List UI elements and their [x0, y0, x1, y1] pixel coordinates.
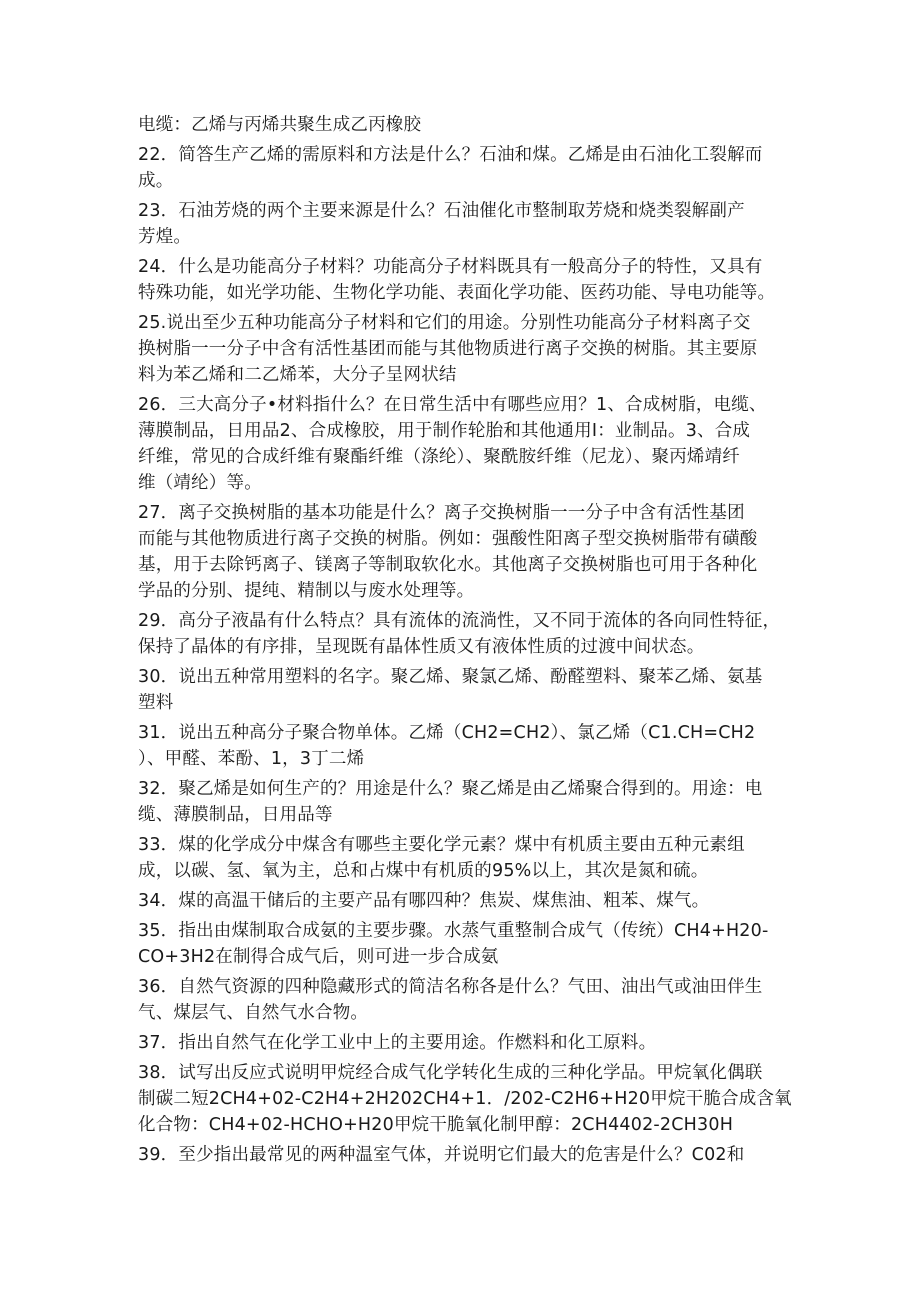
qa-paragraph — [138, 1142, 788, 1168]
qa-paragraph — [138, 776, 788, 828]
text-line: 电缆：乙烯与丙烯共聚生成乙丙橡胶 — [138, 115, 422, 135]
qa-paragraph — [138, 392, 788, 496]
document-body — [138, 112, 792, 1172]
text-line: 维（靖纶）等。 — [138, 473, 262, 493]
text-line: 27．离子交换树脂的基本功能是什么？离子交换树脂一一分子中含有活性基团 — [138, 503, 745, 523]
qa-paragraph — [138, 974, 788, 1026]
qa-paragraph — [138, 608, 788, 660]
text-line: 35．指出由煤制取合成氨的主要步骤。水蒸气重整制合成气（传统）CH4+H20- — [138, 921, 769, 941]
qa-paragraph — [138, 888, 788, 914]
qa-paragraph — [138, 500, 788, 604]
qa-paragraph — [138, 664, 788, 716]
text-line: 制碳二短2CH4+02-C2H4+2H202CH4+1．/202-C2H6+H20甲烷干脆合成含氧 — [138, 1089, 792, 1109]
text-line: 25.说出至少五种功能高分子材料和它们的用途。分别性功能高分子材料离子交 — [138, 313, 751, 333]
text-line: 薄膜制品，日用品2、合成橡胶，用于制作轮胎和其他通用I：业制品。3、合成 — [138, 421, 751, 441]
qa-paragraph — [138, 720, 788, 772]
text-line: 22．简答生产乙烯的需原料和方法是什么？石油和煤。乙烯是由石油化工裂解而 — [138, 145, 763, 165]
text-line: 31．说出五种高分子聚合物单体。乙烯（CH2=CH2）、氯乙烯（C1.CH=CH2 — [138, 723, 756, 743]
text-line: 塑料 — [138, 693, 174, 713]
text-line: 成。 — [138, 171, 174, 191]
text-line: 30．说出五种常用塑料的名字。聚乙烯、聚氯乙烯、酚醛塑料、聚苯乙烯、氨基 — [138, 667, 763, 687]
text-line: 24．什么是功能高分子材料？功能高分子材料既具有一般高分子的特性，又具有 — [138, 257, 763, 277]
text-line: 29．高分子液晶有什么特点？具有流体的流淌性，又不同于流体的各向同性特征， — [138, 611, 781, 631]
qa-paragraph — [138, 1060, 792, 1138]
qa-paragraph — [138, 310, 788, 388]
text-line: 化合物：CH4+02-HCHO+H20甲烷干脆氧化制甲醇：2CH4402-2CH30H — [138, 1115, 734, 1135]
text-line: 33．煤的化学成分中煤含有哪些主要化学元素？煤中有机质主要由五种元素组 — [138, 835, 745, 855]
text-line: 23．石油芳烧的两个主要来源是什么？石油催化市整制取芳烧和烧类裂解副产 — [138, 201, 745, 221]
text-line: 学品的分别、提纯、精制以与废水处理等。 — [138, 581, 475, 601]
text-line: 保持了晶体的有序排，呈现既有晶体性质又有液体性质的过渡中间状态。 — [138, 637, 705, 657]
text-line: 36．自然气资源的四种隐藏形式的简洁名称各是什么？气田、油出气或油田伴生 — [138, 977, 763, 997]
qa-paragraph — [138, 832, 788, 884]
qa-paragraph — [138, 1030, 788, 1056]
text-line: 料为苯乙烯和二乙烯苯，大分子呈网状结 — [138, 365, 457, 385]
text-line: 成，以碳、氢、氧为主，总和占煤中有机质的95%以上，其次是氮和硫。 — [138, 861, 709, 881]
text-line: 而能与其他物质进行离子交换的树脂。例如：强酸性阳离子型交换树脂带有磺酸 — [138, 529, 758, 549]
qa-paragraph — [138, 142, 788, 194]
text-line: 38．试写出反应式说明甲烷经合成气化学转化生成的三种化学品。甲烷氧化偶联 — [138, 1063, 763, 1083]
text-line: 基，用于去除钙离子、镁离子等制取软化水。其他离子交换树脂也可用于各种化 — [138, 555, 758, 575]
text-line: 缆、薄膜制品，日用品等 — [138, 805, 333, 825]
text-line: 芳煌。 — [138, 227, 192, 247]
text-line: 37．指出自然气在化学工业中上的主要用途。作燃料和化工原料。 — [138, 1033, 657, 1053]
text-line: 纤维，常见的合成纤维有聚酯纤维（涤纶）、聚酰胺纤维（尼龙）、聚丙烯靖纤 — [138, 447, 740, 467]
text-line: 39．至少指出最常见的两种温室气体，并说明它们最大的危害是什么？C02和 — [138, 1145, 745, 1165]
text-line: ）、甲醛、苯酚、1，3丁二烯 — [138, 749, 365, 769]
text-line: CO+3H2在制得合成气后，则可进一步合成氨 — [138, 947, 499, 967]
text-line: 换树脂一一分子中含有活性基团而能与其他物质进行离子交换的树脂。其主要原 — [138, 339, 758, 359]
qa-paragraph — [138, 198, 788, 250]
text-line: 34．煤的高温干储后的主要产品有哪四种？焦炭、煤焦油、粗苯、煤气。 — [138, 891, 710, 911]
qa-paragraph — [138, 112, 788, 138]
text-line: 气、煤层气、自然气水合物。 — [138, 1003, 369, 1023]
qa-paragraph — [138, 254, 788, 306]
text-line: 32．聚乙烯是如何生产的？用途是什么？聚乙烯是由乙烯聚合得到的。用途：电 — [138, 779, 763, 799]
qa-paragraph — [138, 918, 788, 970]
text-line: 特殊功能，如光学功能、生物化学功能、表面化学功能、医药功能、导电功能等。 — [138, 283, 776, 303]
text-line: 26．三大高分子•材料指什么？在日常生活中有哪些应用？1、合成树脂，电缆、 — [138, 395, 767, 415]
